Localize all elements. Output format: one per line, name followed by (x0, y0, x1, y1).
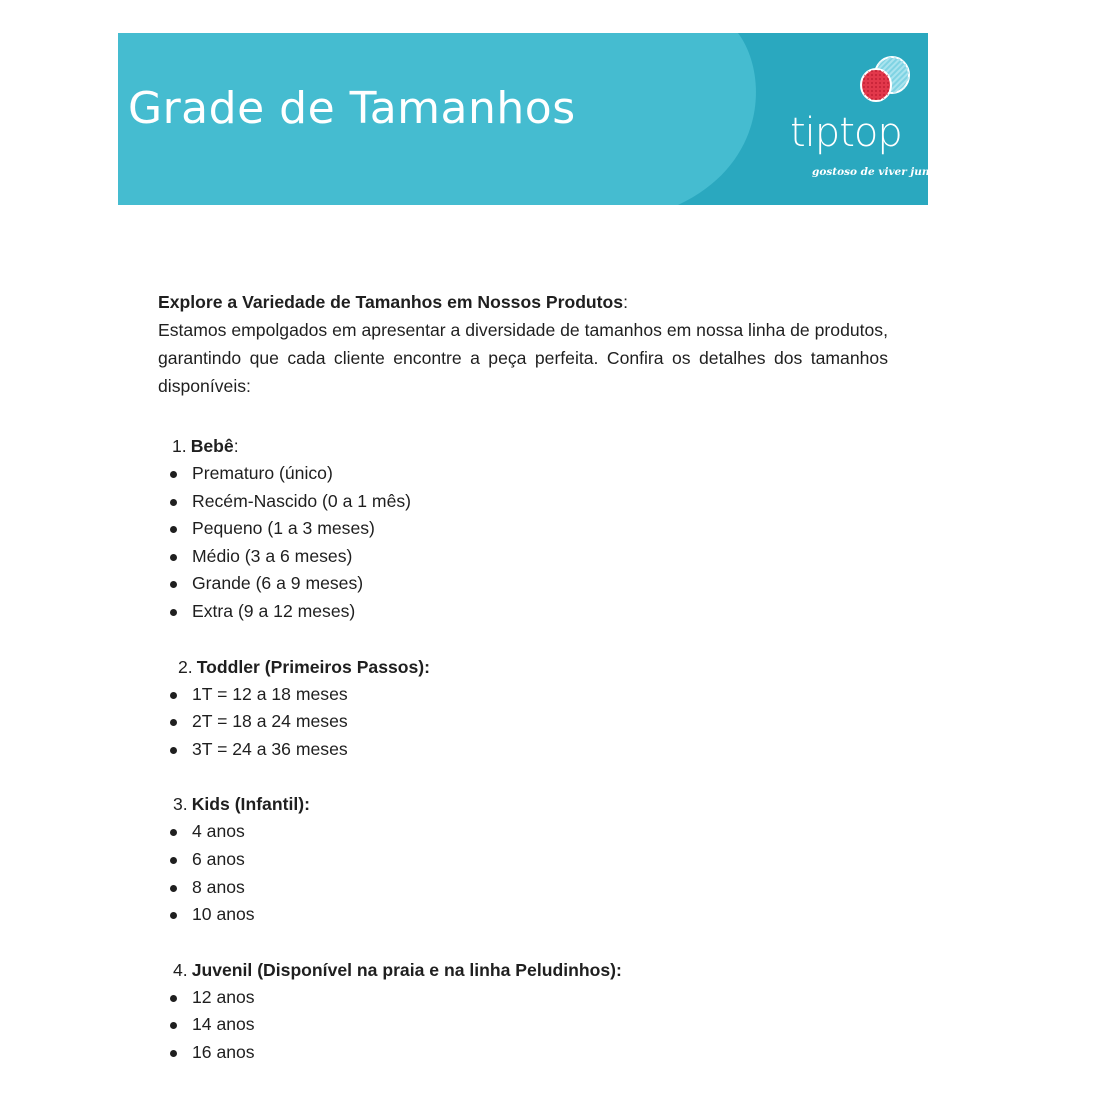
intro-paragraph: Estamos empolgados em apresentar a diversidade de tamanhos em nossa linha de produtos, garantindo que cada cliente encontre a peça perfeita. Confira os detalhes dos tamanhos disponíveis: (158, 320, 888, 396)
list-item: 6 anos (158, 846, 888, 874)
list-item: 4 anos (158, 818, 888, 846)
list-item: 16 anos (158, 1039, 888, 1067)
list-item: 12 anos (158, 984, 888, 1012)
list-item: Extra (9 a 12 meses) (158, 598, 888, 626)
list-item: Recém-Nascido (0 a 1 mês) (158, 488, 888, 516)
size-section-juvenile (158, 956, 888, 1067)
section-name (191, 432, 239, 460)
list-item: Prematuro (único) (158, 460, 888, 488)
size-section-baby (158, 432, 888, 626)
section-name: Toddler (Primeiros Passos): (196, 656, 431, 677)
list-item: Médio (3 a 6 meses) (158, 543, 888, 571)
intro-heading (158, 288, 888, 316)
section-title (158, 432, 888, 460)
tiptop-logo (782, 53, 942, 193)
list-item: Grande (6 a 9 meses) (158, 570, 888, 598)
intro-heading-text: Explore a Variedade de Tamanhos em Nossos Produtos (158, 292, 624, 312)
section-number: 1. (172, 436, 187, 456)
size-list (158, 984, 888, 1067)
banner-title: Grade de Tamanhos (128, 83, 576, 134)
logo-tagline: gostoso de viver junto (812, 166, 942, 178)
intro-heading-colon: : (623, 292, 628, 312)
header-banner (118, 33, 942, 205)
size-section-kids (158, 790, 888, 928)
size-list (158, 460, 888, 626)
list-item: 2T = 18 a 24 meses (158, 708, 888, 736)
section-name: Kids (Infantil): (191, 794, 310, 815)
list-item: Pequeno (1 a 3 meses) (158, 515, 888, 543)
balloons-icon (842, 53, 922, 113)
list-item: 14 anos (158, 1011, 888, 1039)
size-list (158, 681, 888, 764)
list-item: 10 anos (158, 901, 888, 929)
logo-wordmark: tiptop (790, 110, 902, 156)
size-section-toddler (158, 653, 888, 764)
document-body (158, 288, 888, 1067)
size-list (158, 818, 888, 928)
section-name: Juvenil (Disponível na praia e na linha Peludinhos): (191, 959, 622, 980)
section-number: 4. (173, 959, 188, 980)
section-title (158, 653, 888, 681)
section-number: 2. (178, 656, 193, 677)
section-number: 3. (173, 794, 188, 815)
list-item: 3T = 24 a 36 meses (158, 736, 888, 764)
section-title (158, 790, 888, 818)
section-name-text: Bebê (190, 436, 234, 456)
list-item: 1T = 12 a 18 meses (158, 681, 888, 709)
section-title (158, 956, 888, 984)
section-name-colon: : (233, 436, 239, 456)
list-item: 8 anos (158, 874, 888, 902)
